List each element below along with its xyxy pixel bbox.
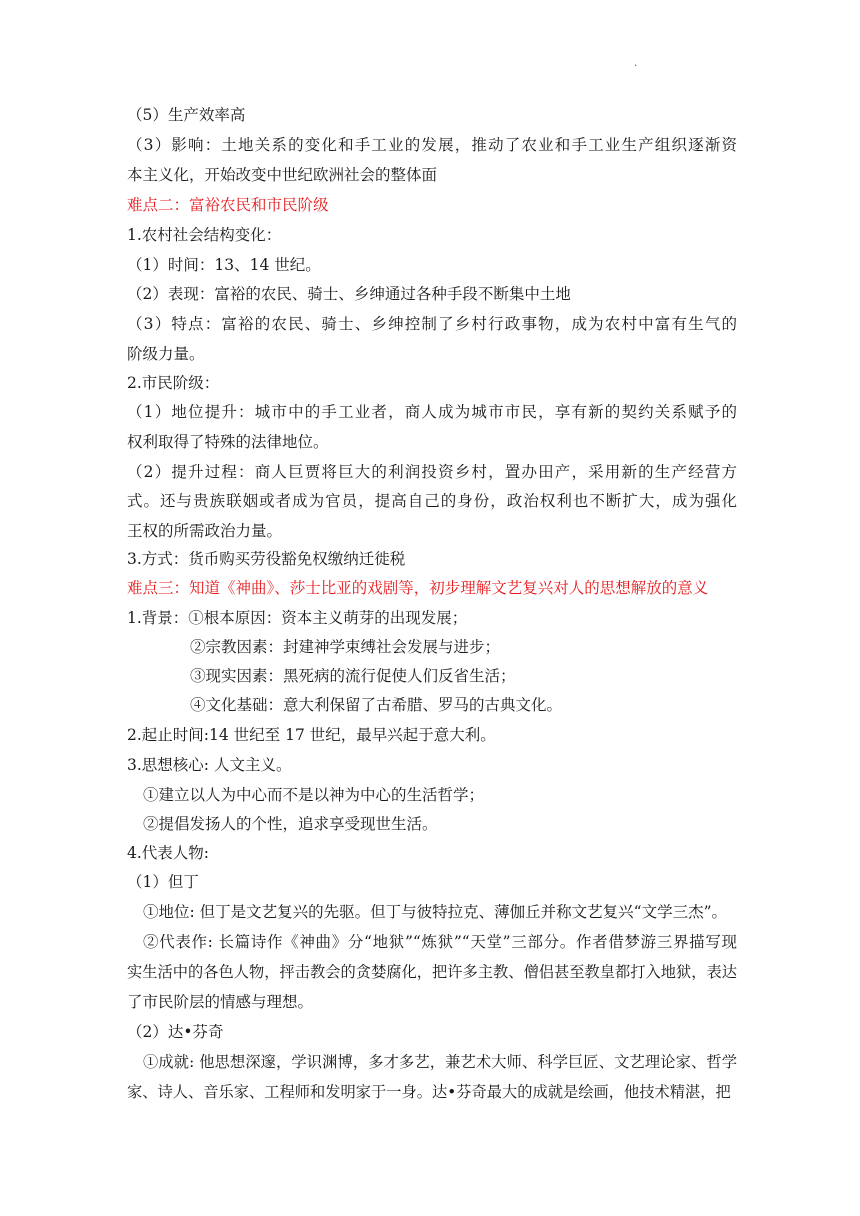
header-dot: . (634, 58, 638, 69)
text-line: 权利取得了特殊的法律地位。 (127, 433, 329, 451)
text-line: 本主义化，开始改变中世纪欧洲社会的整体面 (127, 166, 438, 184)
text-line: ①建立以人为中心而不是以神为中心的生活哲学； (143, 786, 485, 804)
text-line: 3.思想核心: 人文主义。 (127, 756, 292, 774)
text-line: ①地位: 但丁是文艺复兴的先驱。但丁与彼特拉克、薄伽丘并称文艺复兴“文学三杰”。 (143, 903, 728, 921)
text-line: 实生活中的各色人物，抨击教会的贪婪腐化，把许多主教、僧侣甚至教皇都打入地狱，表达 (127, 963, 737, 981)
text-line: （1）但丁 (127, 873, 199, 891)
text-line: （5）生产效率高 (127, 106, 246, 124)
text-line: 式。还与贵族联姻或者成为官员，提高自己的身份，政治权利也不断扩大，成为强化 (127, 492, 737, 510)
text-line: ②代表作: 长篇诗作《神曲》分“地狱”“炼狱”“天堂”三部分。作者借梦游三界描写现 (143, 933, 737, 951)
text-line: ①成就: 他思想深邃，学识渊博，多才多艺，兼艺术大师、科学巨匠、文艺理论家、哲学 (143, 1053, 737, 1071)
text-line: （3）影响：土地关系的变化和手工业的发展，推动了农业和手工业生产组织逐渐资 (127, 136, 737, 154)
text-line: 2.起止时间:14 世纪至 17 世纪，最早兴起于意大利。 (127, 726, 496, 744)
text-line: ②宗教因素：封建神学束缚社会发展与进步； (190, 638, 501, 656)
text-line: ②提倡发扬人的个性，追求享受现世生活。 (143, 815, 438, 833)
text-line: 家、诗人、音乐家、工程师和发明家于一身。达•芬奇最大的成就是绘画，他技术精湛，把 (127, 1083, 731, 1101)
text-line: （2）达•芬奇 (127, 1023, 224, 1041)
text-line: （1）地位提升：城市中的手工业者，商人成为城市市民，享有新的契约关系赋予的 (127, 403, 737, 421)
text-line: 阶级力量。 (127, 345, 205, 363)
text-line: 了市民阶层的情感与理想。 (127, 993, 314, 1011)
section-heading: 难点二：富裕农民和市民阶级 (127, 196, 329, 214)
text-line: 王权的所需政治力量。 (127, 522, 283, 540)
text-line: 2.市民阶级： (127, 374, 220, 392)
text-line: （2）表现：富裕的农民、骑士、乡绅通过各种手段不断集中土地 (127, 285, 571, 303)
text-line: （3）特点：富裕的农民、骑士、乡绅控制了乡村行政事物，成为农村中富有生气的 (127, 315, 737, 333)
text-line: 1.农村社会结构变化： (127, 226, 282, 244)
text-line: 4.代表人物: (127, 844, 210, 862)
text-line: ④文化基础：意大利保留了古希腊、罗马的古典文化。 (190, 696, 563, 714)
section-heading: 难点三：知道《神曲》、莎士比亚的戏剧等，初步理解文艺复兴对人的思想解放的意义 (127, 579, 709, 597)
text-line: 3.方式：货币购买劳役豁免权缴纳迁徙税 (127, 550, 406, 568)
text-line: 1.背景：①根本原因：资本主义萌芽的出现发展； (127, 609, 468, 627)
text-line: （1）时间：13、14 世纪。 (127, 256, 321, 274)
text-line: ③现实因素：黑死病的流行促使人们反省生活； (190, 667, 516, 685)
text-line: （2）提升过程：商人巨贾将巨大的利润投资乡村，置办田产，采用新的生产经营方 (127, 463, 737, 481)
